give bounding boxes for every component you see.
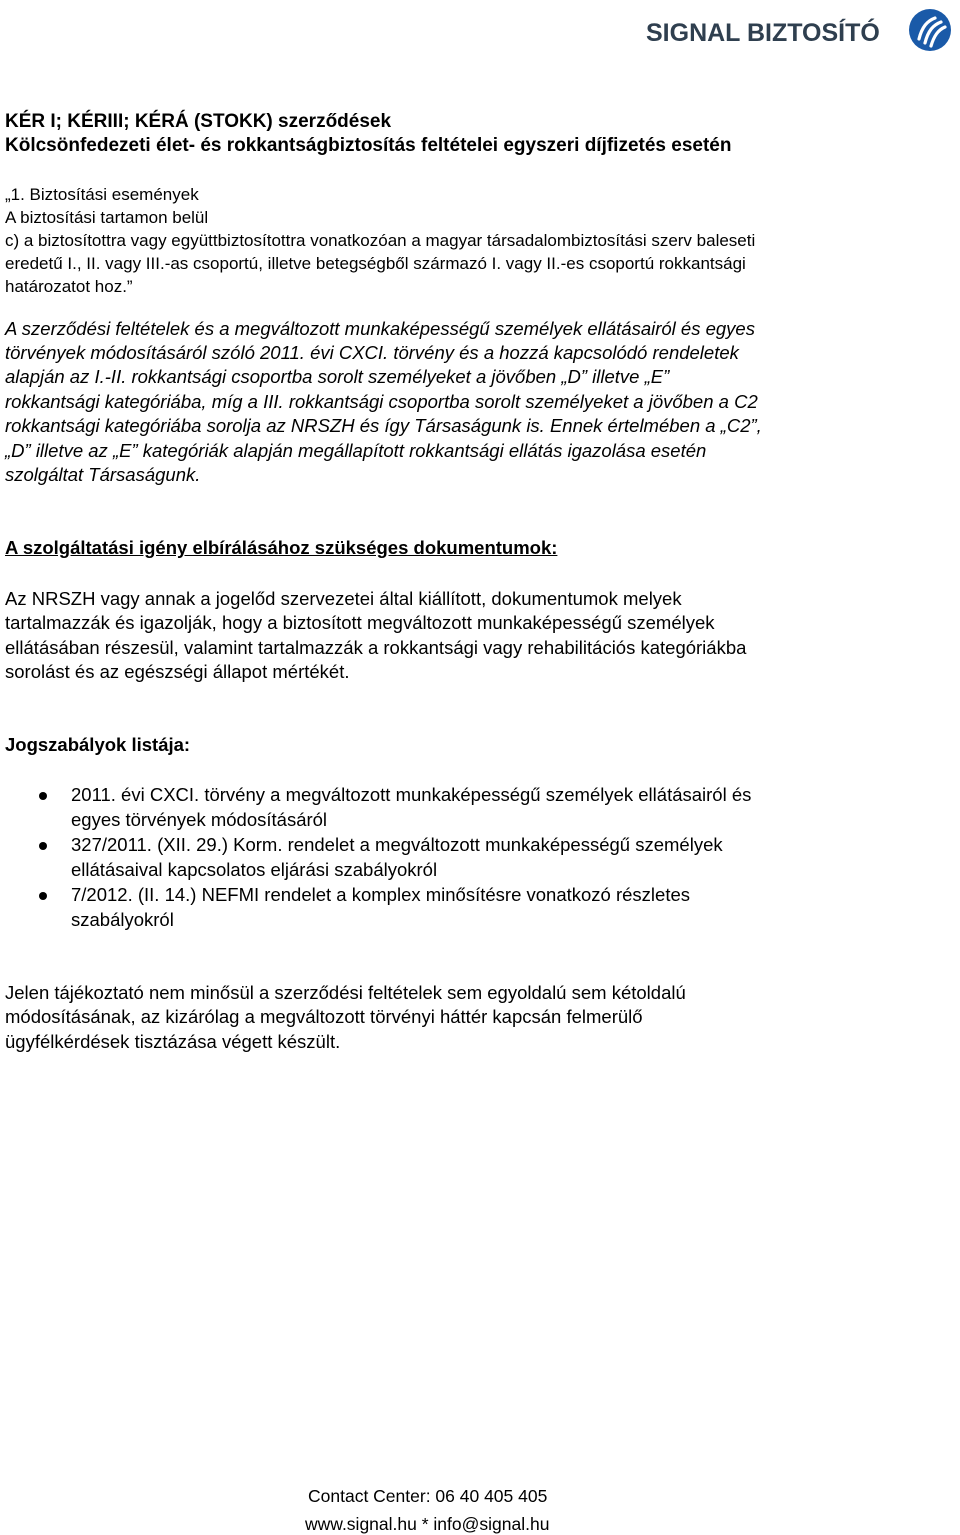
events-line: c) a biztosítottra vagy együttbiztosítottra vonatkozóan a magyar társadalombiztosítási szerv baleseti xyxy=(5,231,756,250)
laws-list xyxy=(5,783,751,933)
bullet-icon xyxy=(39,792,47,800)
law-line: szabályokról xyxy=(71,908,174,930)
notice-line: A szerződési feltételek és a megváltozott munkaképességű személyek ellátásairól és egyes xyxy=(5,318,755,339)
notice-line: „D” illetve az „E” kategóriák alapján megállapított rokkantsági ellátás igazolása esetén xyxy=(5,440,707,461)
disclaimer-line: módosításának, az kizárólag a megváltozott törvényi háttér kapcsán felmerülő xyxy=(5,1006,643,1027)
document-subtitle: Kölcsönfedezeti élet- és rokkantságbiztosítás feltételei egyszeri díjfizetés esetén xyxy=(5,135,732,156)
notice-line: szolgáltat Társaságunk. xyxy=(5,464,201,485)
disclaimer-line: ügyfélkérdések tisztázása végett készült. xyxy=(5,1031,341,1052)
laws-heading: Jogszabályok listája: xyxy=(5,734,191,755)
law-line: 7/2012. (II. 14.) NEFMI rendelet a komplex minősítésre vonatkozó részletes xyxy=(71,884,691,905)
events-line: határozatot hoz.” xyxy=(5,277,133,296)
notice-line: rokkantsági kategóriába, míg a III. rokkantsági csoportba sorolt személyeket a jövőben a C2 xyxy=(5,391,758,412)
documents-line: sorolást és az egészségi állapot mértékét. xyxy=(5,661,350,682)
bullet-icon xyxy=(39,892,47,900)
list-item xyxy=(5,783,751,832)
notice-line: alapján az I.-II. rokkantsági csoportba sorolt személyeket a jövőben „D” illetve „E” xyxy=(5,366,670,387)
brand-name: SIGNAL BIZTOSÍTÓ xyxy=(646,19,880,47)
events-line: A biztosítási tartamon belül xyxy=(5,208,209,227)
notice-line: rokkantsági kategóriába sorolja az NRSZH és így Társaságunk is. Ennek értelmében a „C2”, xyxy=(5,415,762,436)
law-line: 2011. évi CXCI. törvény a megváltozott munkaképességű személyek ellátásairól és xyxy=(71,784,752,805)
events-heading: „1. Biztosítási események xyxy=(5,185,199,204)
documents-line: Az NRSZH vagy annak a jogelőd szervezetei által kiállított, dokumentumok melyek xyxy=(5,588,682,609)
footer-web: www.signal.hu * info@signal.hu xyxy=(305,1514,550,1534)
list-item xyxy=(5,833,751,882)
signal-logo-icon xyxy=(908,8,952,52)
document-title: KÉR I; KÉRIII; KÉRÁ (STOKK) szerződések xyxy=(5,111,392,132)
list-item xyxy=(5,883,751,932)
notice-line: törvények módosításáról szóló 2011. évi CXCI. törvény és a hozzá kapcsolódó rendeletek xyxy=(5,342,739,363)
footer-contact: Contact Center: 06 40 405 405 xyxy=(308,1486,548,1506)
bullet-icon xyxy=(39,842,47,850)
events-line: eredetű I., II. vagy III.-as csoportú, illetve betegségből származó I. vagy II.-es csoportú rokkantsági xyxy=(5,254,746,273)
law-line: 327/2011. (XII. 29.) Korm. rendelet a megváltozott munkaképességű személyek xyxy=(71,834,723,855)
documents-line: tartalmazzák és igazolják, hogy a biztosított megváltozott munkaképességű személyek xyxy=(5,612,715,633)
disclaimer-line: Jelen tájékoztató nem minősül a szerződési feltételek sem egyoldalú sem kétoldalú xyxy=(5,982,686,1003)
documents-line: ellátásában részesül, valamint tartalmazzák a rokkantsági vagy rehabilitációs kategóriákba xyxy=(5,637,747,658)
header-logo xyxy=(646,8,956,48)
law-line: egyes törvények módosításáról xyxy=(71,808,328,830)
law-line: ellátásaival kapcsolatos eljárási szabályokról xyxy=(71,858,438,880)
documents-heading: A szolgáltatási igény elbírálásához szükséges dokumentumok: xyxy=(5,537,558,558)
